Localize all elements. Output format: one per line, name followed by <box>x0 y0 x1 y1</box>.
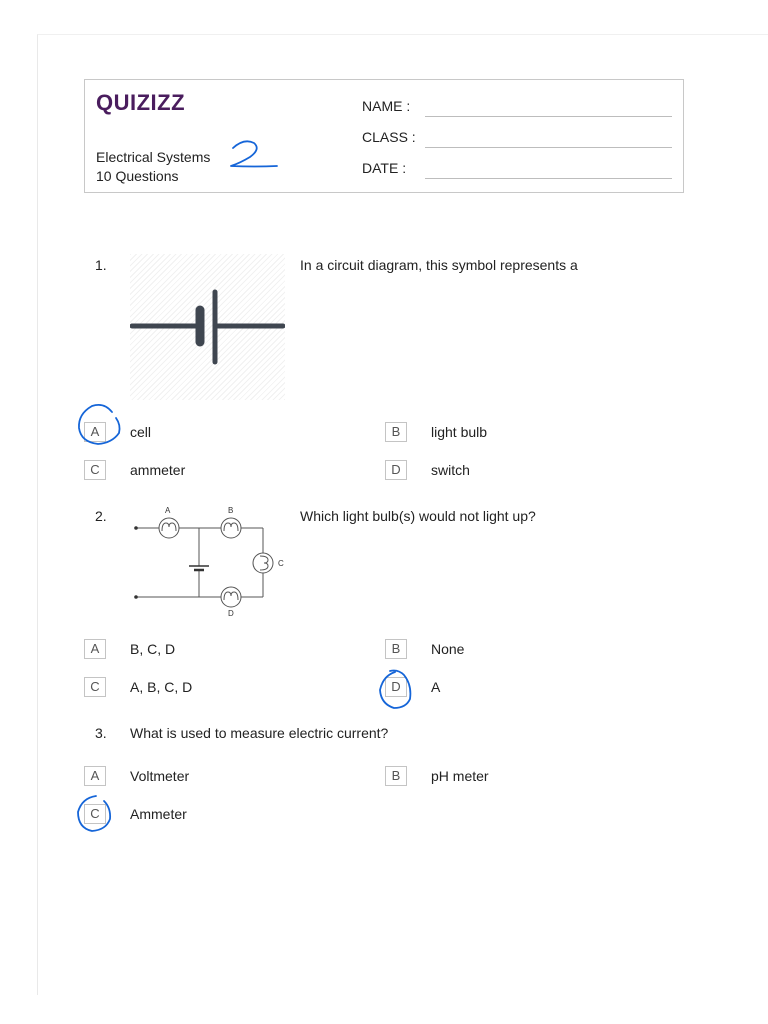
q1-option-c-letter[interactable]: C <box>84 460 106 480</box>
q3-option-a-letter[interactable]: A <box>84 766 106 786</box>
q2-option-d-letter[interactable]: D <box>385 677 407 697</box>
name-label: NAME : <box>362 98 411 114</box>
bulb-d-label: D <box>228 609 234 618</box>
q1-option-c-text[interactable]: ammeter <box>130 462 186 478</box>
q2-option-d-text[interactable]: A <box>431 679 441 695</box>
bulb-c-label: C <box>278 559 284 568</box>
question-1-number: 1. <box>95 257 107 273</box>
quizizz-logo: QUIZIZZ <box>96 90 186 115</box>
q2-option-c-text[interactable]: A, B, C, D <box>130 679 193 695</box>
q3-option-c-letter[interactable]: C <box>84 804 106 824</box>
q1-option-d-letter[interactable]: D <box>385 460 407 480</box>
q1-option-b-text[interactable]: light bulb <box>431 424 488 440</box>
name-line <box>425 116 672 117</box>
class-line <box>425 147 672 148</box>
q1-option-d-text[interactable]: switch <box>431 462 470 478</box>
question-count: 10 Questions <box>96 168 179 184</box>
question-2-number: 2. <box>95 508 107 524</box>
bulb-b-label: B <box>228 506 234 515</box>
bulb-a-label: A <box>165 506 171 515</box>
q2-option-b-text[interactable]: None <box>431 641 465 657</box>
q2-option-a-letter[interactable]: A <box>84 639 106 659</box>
q1-option-b-letter[interactable]: B <box>385 422 407 442</box>
cell-symbol-diagram <box>130 254 285 400</box>
question-2-text: Which light bulb(s) would not light up? <box>300 508 536 524</box>
q3-option-c-text[interactable]: Ammeter <box>130 806 187 822</box>
circuit-diagram <box>130 502 288 618</box>
q2-option-a-text[interactable]: B, C, D <box>130 641 176 657</box>
class-label: CLASS : <box>362 129 416 145</box>
cell-symbol-image <box>130 254 285 400</box>
worksheet-header <box>84 79 684 193</box>
q3-option-b-letter[interactable]: B <box>385 766 407 786</box>
q1-option-a-letter[interactable]: A <box>84 422 106 442</box>
q2-option-b-letter[interactable]: B <box>385 639 407 659</box>
question-1-text: In a circuit diagram, this symbol represents a <box>300 257 578 273</box>
q3-option-b-text[interactable]: pH meter <box>431 768 489 784</box>
q1-option-a-text[interactable]: cell <box>130 424 152 440</box>
question-3-text: What is used to measure electric current? <box>130 725 389 741</box>
question-3-number: 3. <box>95 725 107 741</box>
quiz-title: Electrical Systems <box>96 149 211 165</box>
q2-option-c-letter[interactable]: C <box>84 677 106 697</box>
q3-option-a-text[interactable]: Voltmeter <box>130 768 190 784</box>
circuit-image <box>130 502 288 618</box>
date-line <box>425 178 672 179</box>
date-label: DATE : <box>362 160 407 176</box>
